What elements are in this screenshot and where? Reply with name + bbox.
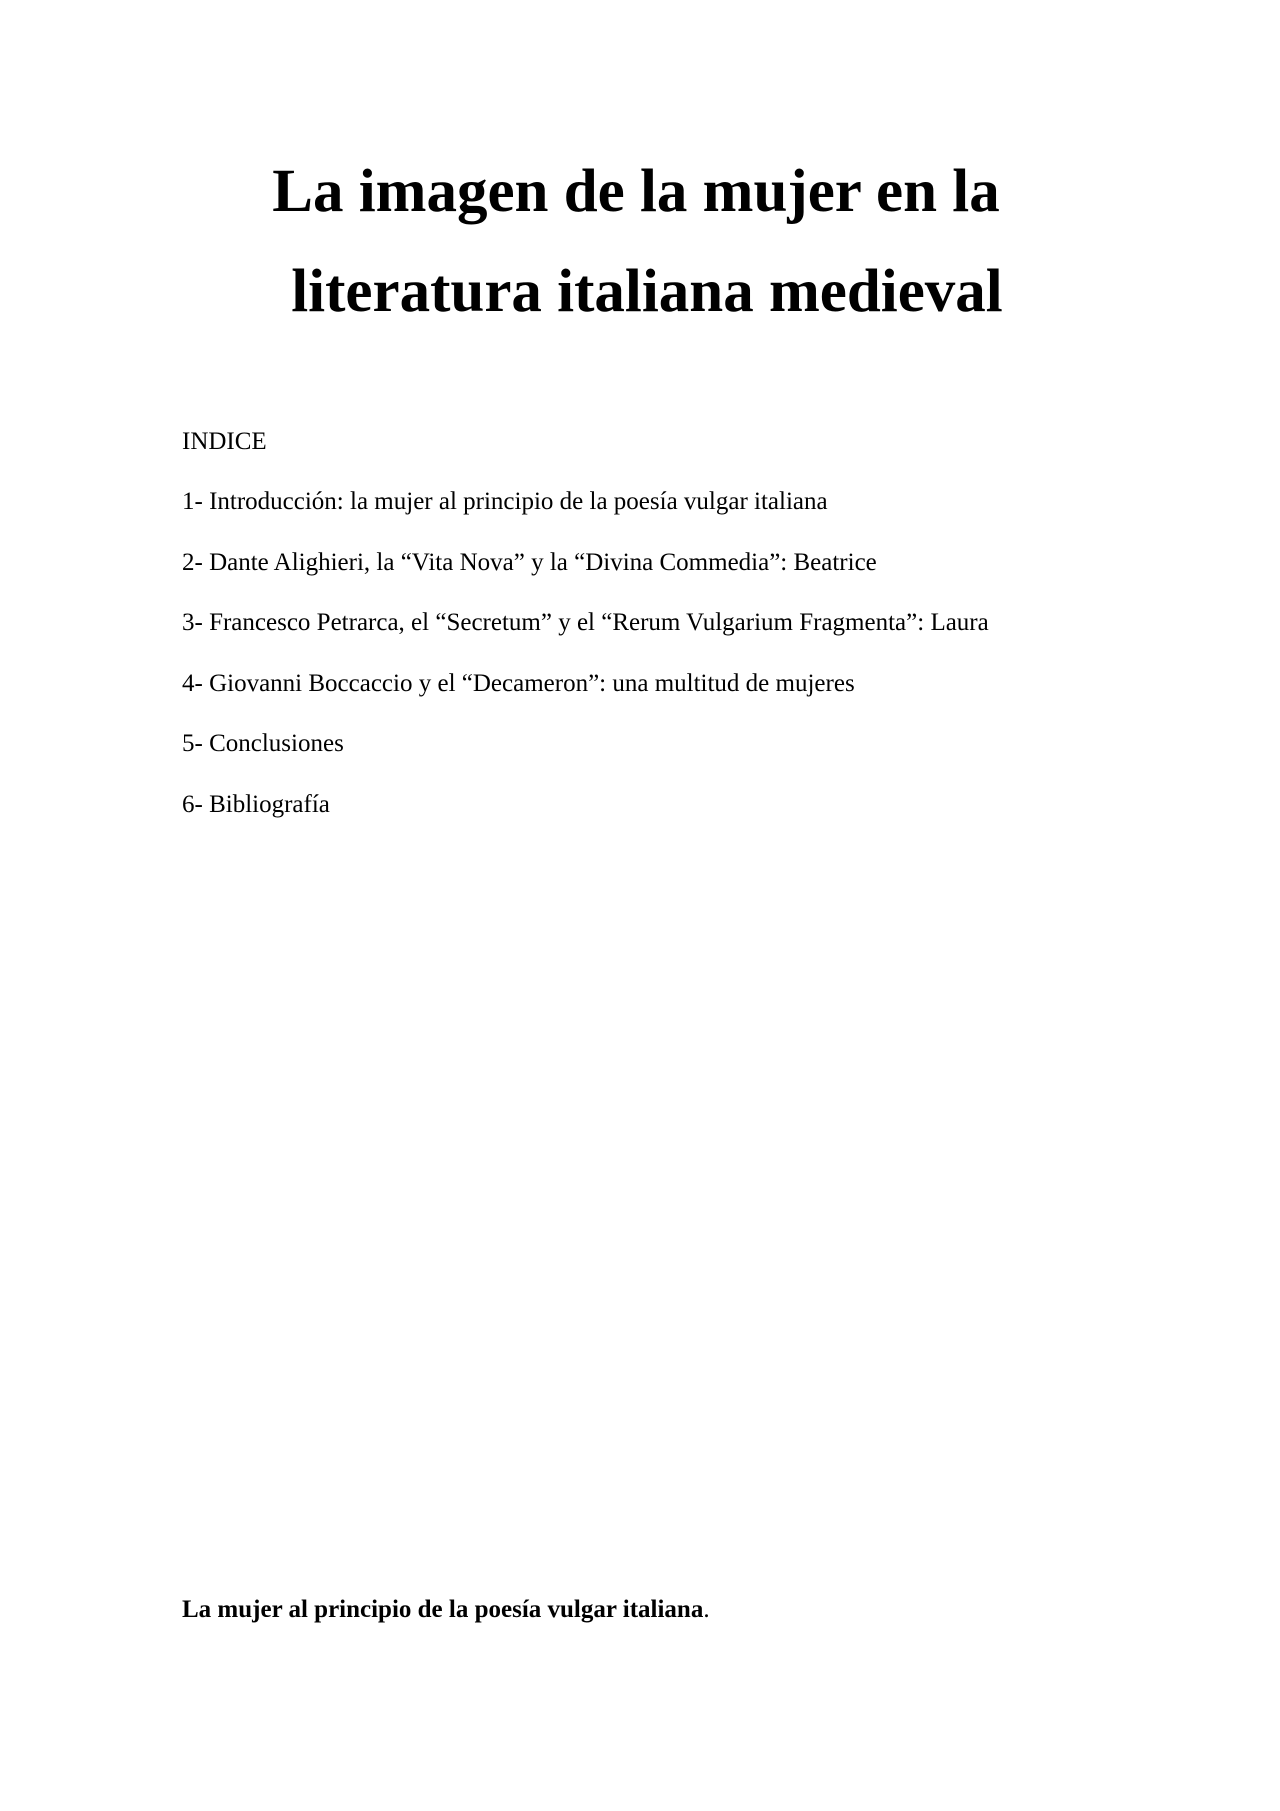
table-of-contents	[182, 424, 1182, 847]
toc-heading: INDICE	[182, 428, 267, 455]
toc-item-boccaccio: 4- Giovanni Boccaccio y el “Decameron”: una multitud de mujeres	[182, 669, 855, 697]
toc-item-conclusiones: 5- Conclusiones	[182, 730, 344, 757]
section-heading	[182, 1592, 710, 1628]
toc-item-petrarca: 3- Francesco Petrarca, el “Secretum” y el “Rerum Vulgarium Fragmenta”: Laura	[182, 609, 989, 636]
toc-item-introduccion: 1- Introducción: la mujer al principio de la poesía vulgar italiana	[182, 488, 828, 515]
title-line-2: literatura italiana medieval	[291, 258, 1003, 325]
section-heading-text: La mujer al principio de la poesía vulgar italiana	[182, 1596, 704, 1623]
toc-item-bibliografia: 6- Bibliografía	[182, 790, 330, 818]
document-title	[0, 142, 1280, 342]
toc-item-dante: 2- Dante Alighieri, la “Vita Nova” y la “Divina Commedia”: Beatrice	[182, 548, 877, 576]
section-heading-period: .	[703, 1596, 710, 1623]
title-line-1: La imagen de la mujer en la	[272, 158, 1000, 225]
